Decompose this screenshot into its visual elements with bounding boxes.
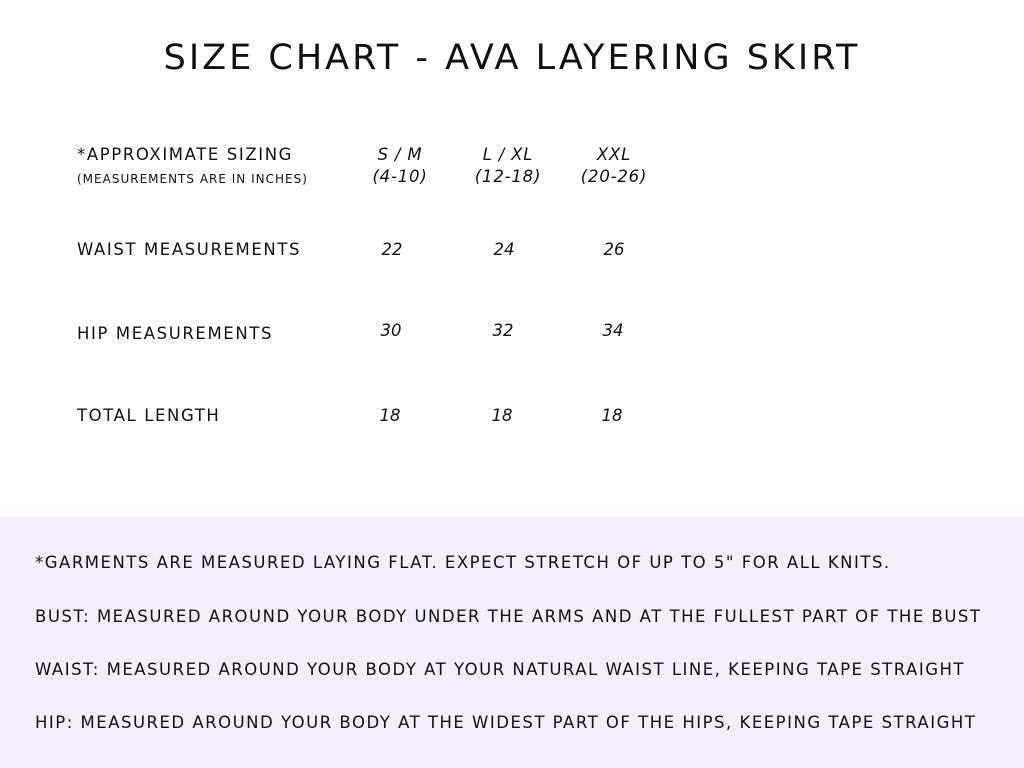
column-range-l-xl: (12-18) [474, 167, 542, 186]
table-cell-waist-l-xl: 24 [493, 240, 515, 259]
table-cell-hip-s-m: 30 [380, 321, 402, 340]
column-header-xxl [559, 144, 669, 188]
column-size-xxl: XXL [596, 145, 632, 164]
measurements-unit-note: (MEASUREMENTS ARE IN INCHES) [77, 172, 308, 186]
table-cell-length-xxl: 18 [601, 406, 623, 425]
table-cell-length-l-xl: 18 [491, 406, 513, 425]
column-header-s-m [345, 144, 455, 188]
row-label-waist: WAIST MEASUREMENTS [77, 240, 302, 259]
measurement-notes-panel [0, 517, 1024, 768]
note-hip: HIP: MEASURED AROUND YOUR BODY AT THE WIDEST PART OF THE HIPS, KEEPING TAPE STRAIGHT [35, 713, 977, 732]
page-title: SIZE CHART - AVA LAYERING SKIRT [163, 38, 861, 78]
table-cell-waist-s-m: 22 [381, 240, 403, 259]
table-cell-hip-l-xl: 32 [492, 321, 514, 340]
column-size-s-m: S / M [377, 145, 423, 164]
table-cell-waist-xxl: 26 [603, 240, 625, 259]
column-range-s-m: (4-10) [372, 167, 428, 186]
table-cell-length-s-m: 18 [379, 406, 401, 425]
row-label-length: TOTAL LENGTH [77, 406, 221, 425]
column-range-xxl: (20-26) [580, 167, 648, 186]
note-waist: WAIST: MEASURED AROUND YOUR BODY AT YOUR NATURAL WAIST LINE, KEEPING TAPE STRAIGHT [35, 660, 965, 679]
row-label-hip: HIP MEASUREMENTS [77, 324, 274, 343]
note-garments-stretch: *GARMENTS ARE MEASURED LAYING FLAT. EXPECT STRETCH OF UP TO 5" FOR ALL KNITS. [35, 553, 891, 572]
approximate-sizing-label: *APPROXIMATE SIZING [77, 145, 294, 164]
table-cell-hip-xxl: 34 [602, 321, 624, 340]
note-bust: BUST: MEASURED AROUND YOUR BODY UNDER THE ARMS AND AT THE FULLEST PART OF THE BUST [35, 607, 982, 626]
column-size-l-xl: L / XL [482, 145, 534, 164]
column-header-l-xl [453, 144, 563, 188]
